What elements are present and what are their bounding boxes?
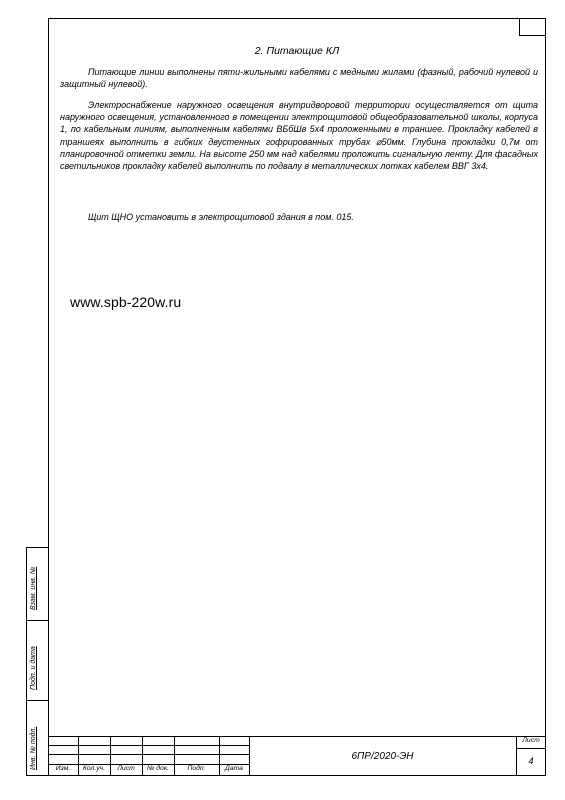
side-divider [26, 700, 48, 701]
side-divider [26, 620, 48, 621]
tb-col-sheet: Лист [117, 765, 135, 772]
paragraph-cables: Питающие линии выполнены пяти-жильными кабелями с медными жилами (фазный, рабочий нулевой и защитный нулевой). [60, 67, 538, 90]
side-label-signature-date: Подп. и дата [30, 646, 37, 690]
title-block [48, 736, 546, 776]
watermark-url: www.spb-220w.ru [70, 294, 182, 310]
tb-col-date: Дата [225, 765, 243, 772]
sheet-label: Лист [522, 737, 540, 744]
paragraph-power-supply: Электроснабжение наружного освещения внутридворовой территории осуществляется от щита наружного освещения, установленного в помещении электрощитовой общеобразовательной школы, корпуса 1, по кабельным линиям, выполненным кабелями ВБбШв 5х4 проложенными в траншее. Прокладку кабелей в траншеях выполнить в гибких двустенных гофрированных трубах ⌀50мм. Глубина прокладки 0,7м от планировочной отметки земли. На высоте 250 мм над кабелями проложить сигнальную ленту. Для фасадных светильников прокладку кабелей выполнить по подвалу в металлических лотках кабелем ВВГ 3х4. [60, 100, 538, 172]
tb-col-signature: Подп. [187, 765, 206, 772]
tb-col-count: Кол.уч. [82, 765, 106, 772]
tb-col-change: Изм. [55, 765, 71, 772]
sheet-number: 4 [528, 756, 534, 766]
corner-box [519, 18, 546, 36]
paragraph-panel: Щит ЩНО установить в электрощитовой здания в пом. 015. [88, 212, 354, 222]
document-code: 6ПР/2020-ЭН [351, 750, 414, 762]
side-label-inventory: Инв. № подл. [30, 726, 37, 770]
tb-col-docnum: № док. [147, 765, 169, 772]
side-label-replaces: Взам. инв. № [30, 566, 37, 610]
tb-line [516, 748, 546, 749]
section-heading: 2. Питающие КЛ [254, 45, 340, 57]
